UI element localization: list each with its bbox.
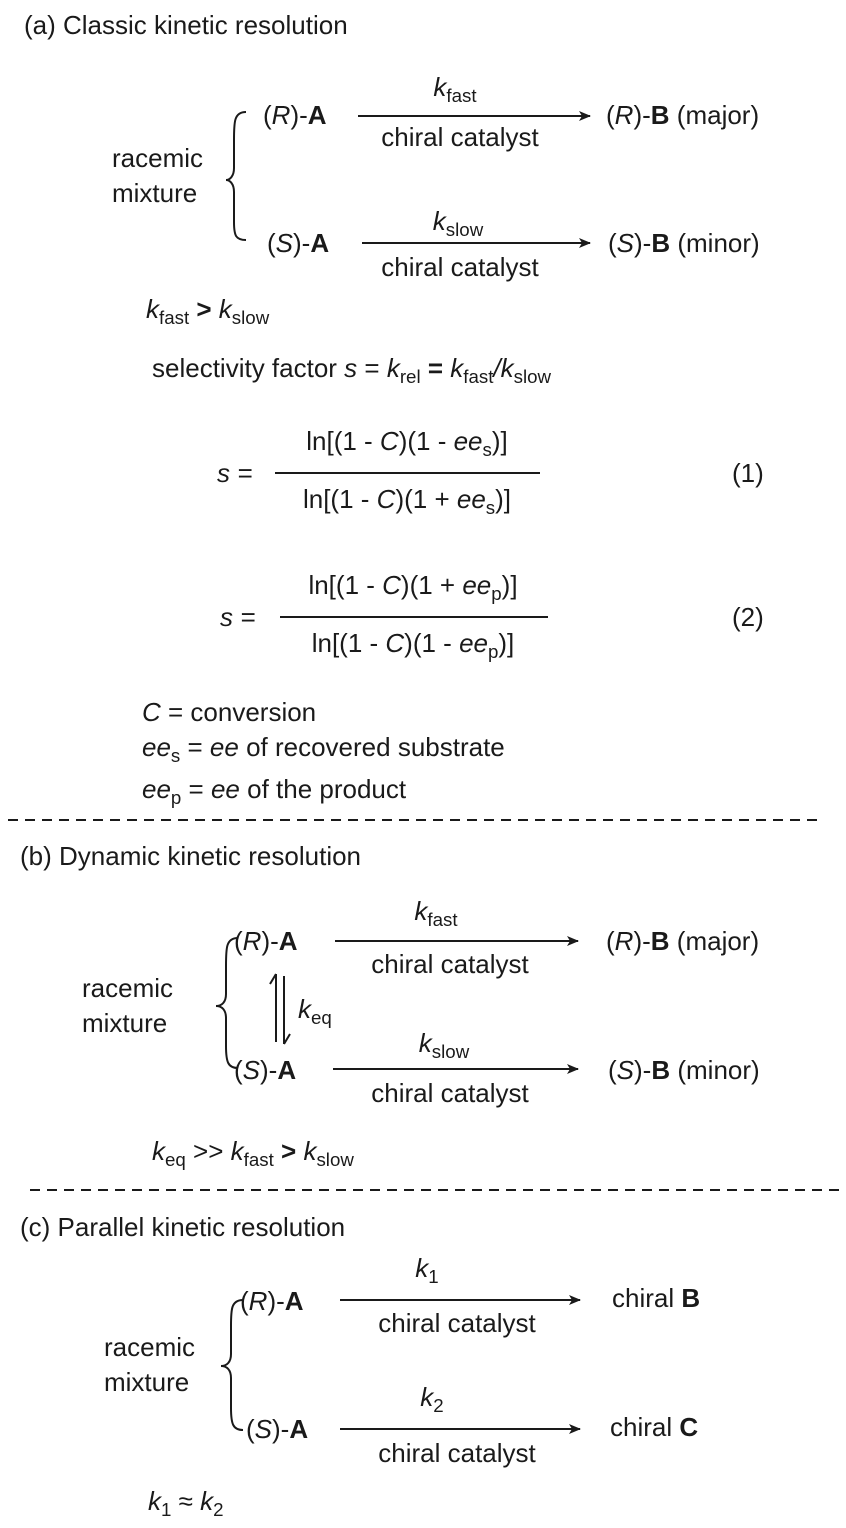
equation-2-lhs: s = [220, 602, 256, 632]
rate-relation-c: $k_1 \approx k_2$ [148, 1486, 224, 1520]
equation-1-numerator: $\ln[(1 - C)(1 - ee_s)]$ [306, 426, 508, 460]
substrate-a-bottom: (S)-A [267, 228, 330, 258]
racemic-label-a: racemic [112, 143, 204, 173]
equation-2-denominator: $\ln[(1 - C)(1 - ee_p)]$ [311, 628, 515, 662]
brace-c [221, 1300, 243, 1430]
rate-inequality-b: $k_{eq} >> k_{fast} > k_{slow}$ [152, 1136, 354, 1170]
rate-b-bottom: $k_{slow}$ [418, 1028, 470, 1062]
rate-a-bottom: $k_{slow}$ [432, 206, 484, 240]
substrate-b-bottom: (S)-A [234, 1055, 297, 1085]
definition-ee-substrate: $ee_s$ = ee of recovered substrate [142, 732, 505, 766]
catalyst-c-bottom: chiral catalyst [378, 1438, 536, 1468]
rate-a-top: $k_{fast}$ [433, 72, 477, 106]
substrate-a-top: (R)-A [263, 100, 327, 130]
rate-c-bottom: $k_2$ [420, 1382, 444, 1416]
substrate-b-top: (R)-A [234, 926, 298, 956]
brace-a [226, 112, 246, 240]
catalyst-b-top: chiral catalyst [371, 949, 529, 979]
equation-2-numerator: $\ln[(1 - C)(1 + ee_p)]$ [308, 570, 518, 604]
racemic-label-b: racemic [82, 973, 174, 1003]
rate-b-equilibrium: $k_{eq}$ [298, 994, 332, 1028]
equilibrium-arrows [270, 974, 276, 1042]
product-a-bottom: (S)-B (minor) [608, 228, 760, 258]
definition-ee-product: $ee_p$ = ee of the product [142, 774, 407, 808]
brace-b [216, 938, 238, 1068]
section-c-title: (c) Parallel kinetic resolution [20, 1212, 346, 1242]
equation-1-lhs: s = [217, 458, 253, 488]
product-c-top: chiral B [612, 1283, 701, 1313]
product-b-top: (R)-B (major) [606, 926, 760, 956]
catalyst-a-bottom: chiral catalyst [381, 252, 539, 282]
substrate-c-bottom: (S)-A [246, 1414, 309, 1444]
selectivity-definition: selectivity factor $s = k_{rel} = k_{fast}/k_{slow}$ [152, 353, 552, 387]
rate-c-top: $k_1$ [415, 1253, 439, 1287]
rate-inequality-a: $k_{fast} > k_{slow}$ [146, 294, 270, 328]
catalyst-b-bottom: chiral catalyst [371, 1078, 529, 1108]
mixture-label-b: mixture [82, 1008, 168, 1038]
equation-1-label: (1) [732, 458, 764, 488]
mixture-label-a: mixture [112, 178, 198, 208]
substrate-c-top: (R)-A [240, 1286, 304, 1316]
catalyst-c-top: chiral catalyst [378, 1308, 536, 1338]
catalyst-a-top: chiral catalyst [381, 122, 539, 152]
product-b-bottom: (S)-B (minor) [608, 1055, 760, 1085]
mixture-label-c: mixture [104, 1367, 190, 1397]
section-a-title: (a) Classic kinetic resolution [24, 10, 348, 40]
definition-conversion: C = conversion [142, 697, 317, 727]
rate-b-top: $k_{fast}$ [414, 896, 458, 930]
section-b-title: (b) Dynamic kinetic resolution [20, 841, 362, 871]
equation-2-label: (2) [732, 602, 764, 632]
product-c-bottom: chiral C [610, 1412, 699, 1442]
equation-1-denominator: $\ln[(1 - C)(1 + ee_s)]$ [302, 484, 512, 518]
racemic-label-c: racemic [104, 1332, 196, 1362]
product-a-top: (R)-B (major) [606, 100, 760, 130]
